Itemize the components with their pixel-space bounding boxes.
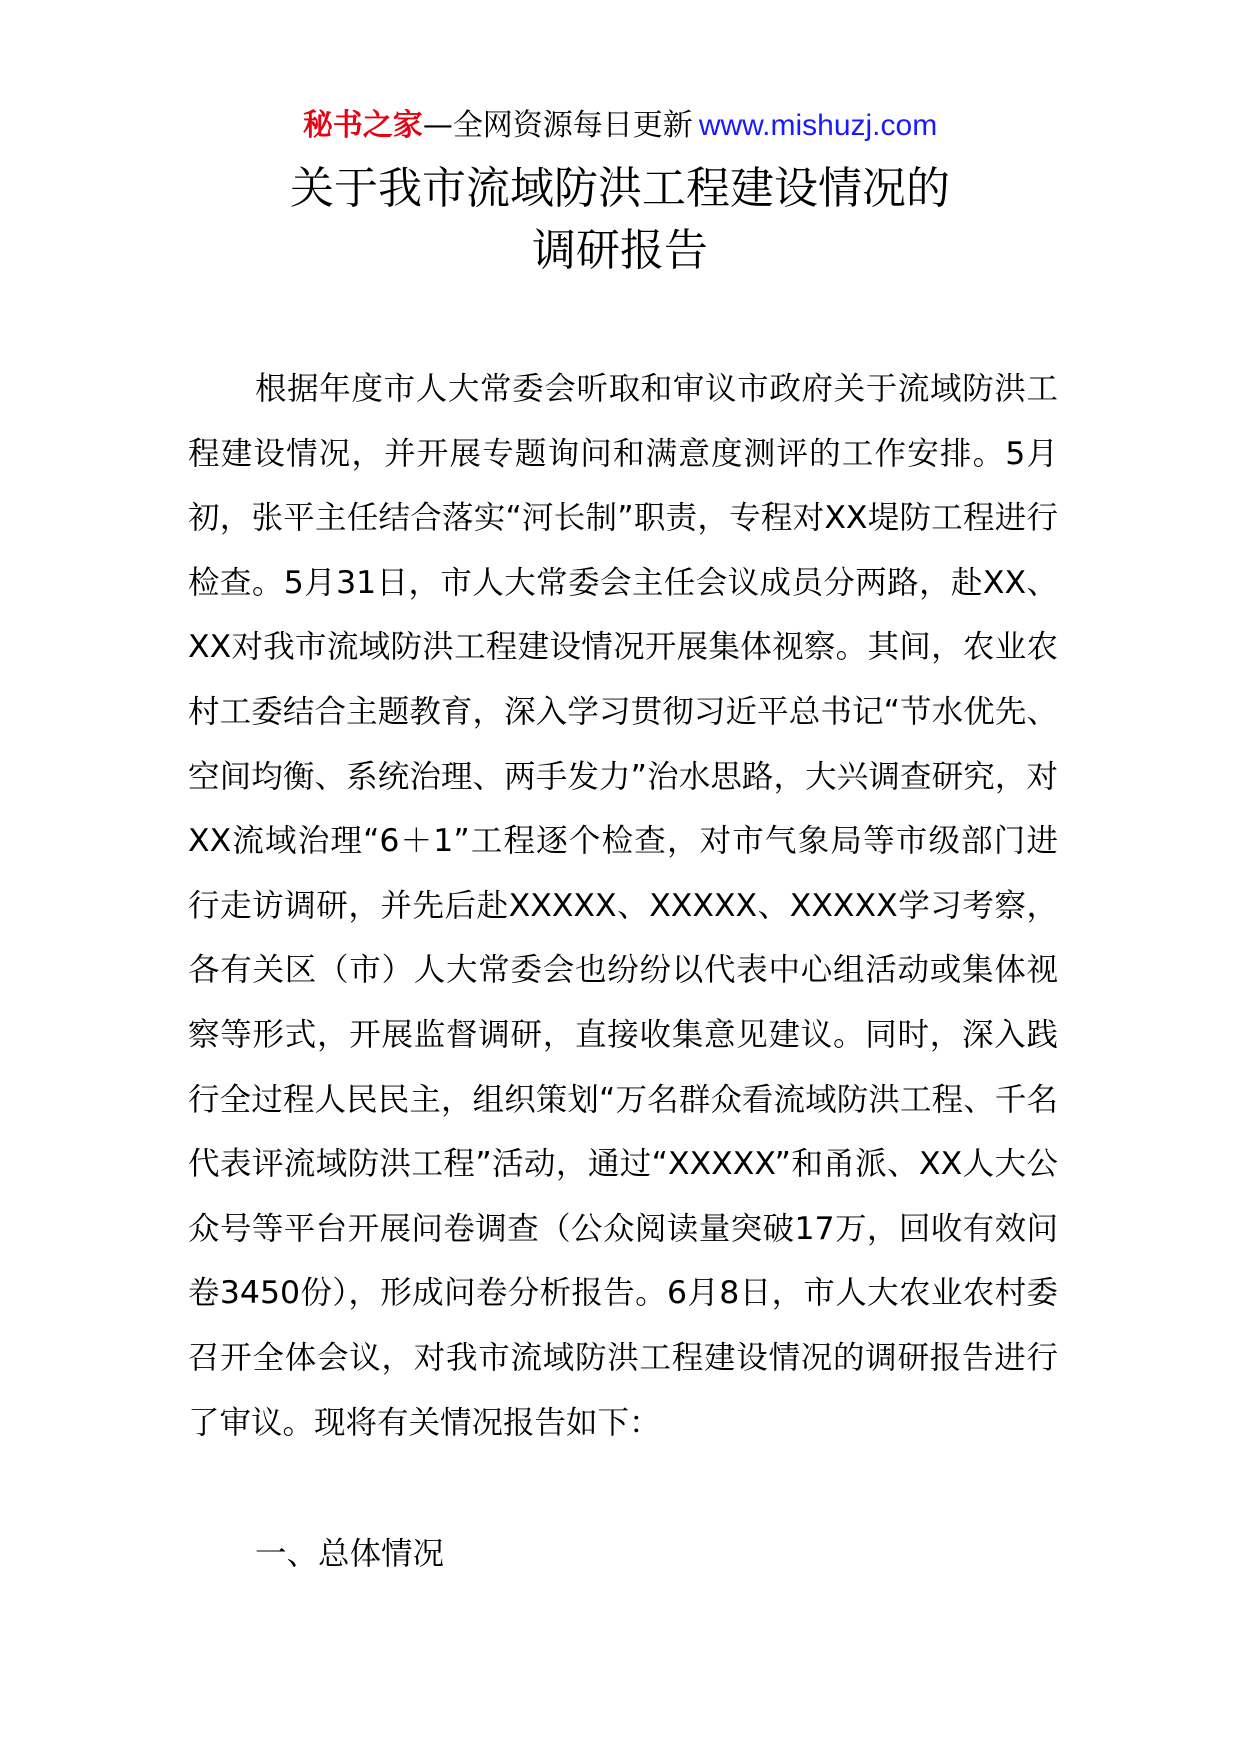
document-title xyxy=(0,158,1240,282)
title-line-1: 关于我市流域防洪工程建设情况的 xyxy=(290,163,950,214)
intro-paragraph: 根据年度市人大常委会听取和审议市政府关于流域防洪工程建设情况，并开展专题询问和满意度测评的工作安排。5月初，张平主任结合落实“河长制”职责，专程对XX堤防工程进行检查。5月31日，市人大常委会主任会议成员分两路，赴XX、XX对我市流域防洪工程建设情况开展集体视察。其间，农业农村工委结合主题教育，深入学习贯彻习近平总书记“节水优先、空间均衡、系统治理、两手发力”治水思路，大兴调查研究，对XX流域治理“6＋1”工程逐个检查，对市气象局等市级部门进行走访调研，并先后赴XXXXX、XXXXX、XXXXX学习考察，各有关区（市）人大常委会也纷纷以代表中心组活动或集体视察等形式，开展监督调研，直接收集意见建议。同时，深入践行全过程人民民主，组织策划“万名群众看流域防洪工程、千名代表评流域防洪工程”活动，通过“XXXXX”和甬派、XX人大公众号等平台开展问卷调查（公众阅读量突破17万，回收有效问卷3450份），形成问卷分析报告。6月8日，市人大农业农村委召开全体会议，对我市流域防洪工程建设情况的调研报告进行了审议。现将有关情况报告如下： xyxy=(188,371,1058,1441)
brand-name: 秘书之家 xyxy=(302,108,423,143)
section-heading-overview: 一、总体情况 xyxy=(255,1536,445,1572)
source-banner xyxy=(0,104,1240,148)
banner-slogan: —全网资源每日更新 xyxy=(422,108,693,143)
website-link[interactable]: www.mishuzj.com xyxy=(698,109,938,142)
title-line-2: 调研报告 xyxy=(532,225,708,276)
